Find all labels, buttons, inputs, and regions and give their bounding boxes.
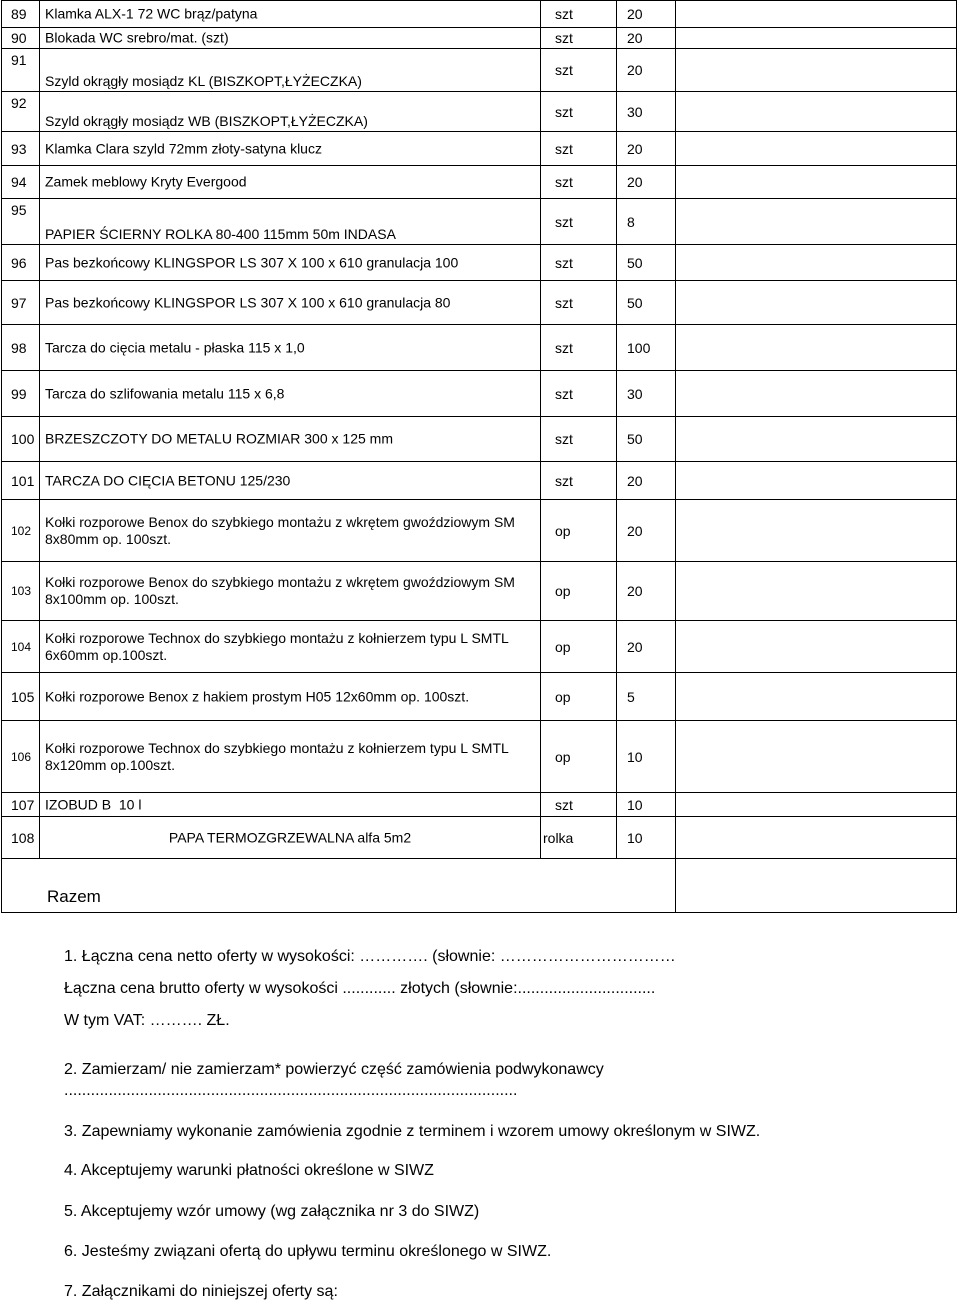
subcontractor-dots: ......................................................................................................: [64, 1082, 518, 1099]
table-row: [2, 199, 957, 245]
row-number: 93: [2, 132, 40, 166]
item-unit: szt: [541, 199, 617, 245]
table-row: [2, 1, 957, 28]
table-row: [2, 28, 957, 49]
item-unit: op: [541, 721, 617, 793]
row-number: 92: [2, 92, 40, 132]
subcontractor-statement: 2. Zamierzam/ nie zamierzam* powierzyć część zamówienia podwykonawcy: [64, 1061, 604, 1078]
item-name: BRZESZCZOTY DO METALU ROZMIAR 300 x 125 mm: [40, 417, 541, 462]
total-label-cell: [2, 859, 676, 913]
row-number: 106: [2, 721, 40, 793]
blank-cell: [676, 92, 957, 132]
blank-cell: [676, 166, 957, 199]
row-number: 98: [2, 325, 40, 371]
row-number: 99: [2, 371, 40, 417]
statement-3: 3. Zapewniamy wykonanie zamówienia zgodnie z terminem i wzorem umowy określonym w SIWZ.: [64, 1123, 761, 1140]
blank-cell: [676, 245, 957, 281]
item-name: IZOBUD B 10 l: [40, 793, 541, 817]
blank-cell: [676, 462, 957, 500]
offer-vat-line: W tym VAT: ………. ZŁ.: [64, 1012, 230, 1029]
item-unit: op: [541, 562, 617, 621]
item-unit: szt: [541, 92, 617, 132]
item-quantity: 50: [617, 281, 676, 325]
item-quantity: 10: [617, 817, 676, 859]
item-quantity: 30: [617, 371, 676, 417]
row-number: 101: [2, 462, 40, 500]
item-quantity: 5: [617, 673, 676, 721]
total-row: [2, 859, 957, 913]
blank-cell: [676, 417, 957, 462]
total-label: Razem: [47, 887, 101, 906]
table-row: [2, 500, 957, 562]
item-name: PAPA TERMOZGRZEWALNA alfa 5m2: [40, 817, 541, 859]
blank-cell: [676, 500, 957, 562]
row-number: 95: [2, 199, 40, 245]
blank-cell: [676, 199, 957, 245]
blank-cell: [676, 281, 957, 325]
table-row: [2, 371, 957, 417]
item-quantity: 20: [617, 132, 676, 166]
item-unit: szt: [541, 166, 617, 199]
row-number: 105: [2, 673, 40, 721]
item-quantity: 20: [617, 28, 676, 49]
item-name: Kołki rozporowe Benox do szybkiego montażu z wkrętem gwoździowym SM 8x80mm op. 100szt.: [40, 500, 541, 562]
offer-net-price-line: 1. Łączna cena netto oferty w wysokości: …………. (słownie: ……………………………: [64, 948, 676, 965]
item-unit: szt: [541, 1, 617, 28]
blank-cell: [676, 621, 957, 673]
item-name: Szyld okrągły mosiądz KL (BISZKOPT,ŁYŻECZKA): [40, 49, 541, 92]
item-unit: szt: [541, 793, 617, 817]
blank-cell: [676, 325, 957, 371]
item-quantity: 10: [617, 721, 676, 793]
table-row: [2, 325, 957, 371]
row-number: 90: [2, 28, 40, 49]
item-unit: szt: [541, 245, 617, 281]
item-name: Szyld okrągły mosiądz WB (BISZKOPT,ŁYŻECZKA): [40, 92, 541, 132]
blank-cell: [676, 371, 957, 417]
blank-cell: [676, 721, 957, 793]
item-name: PAPIER ŚCIERNY ROLKA 80-400 115mm 50m INDASA: [40, 199, 541, 245]
item-name: Pas bezkońcowy KLINGSPOR LS 307 X 100 x 610 granulacja 80: [40, 281, 541, 325]
row-number: 100: [2, 417, 40, 462]
blank-cell: [676, 793, 957, 817]
statement-7: 7. Załącznikami do niniejszej oferty są:: [64, 1283, 338, 1300]
item-name: Tarcza do cięcia metalu - płaska 115 x 1,0: [40, 325, 541, 371]
blank-cell: [676, 1, 957, 28]
blank-cell: [676, 562, 957, 621]
blank-cell: [676, 132, 957, 166]
item-name: Kołki rozporowe Benox z hakiem prostym H05 12x60mm op. 100szt.: [40, 673, 541, 721]
row-number: 94: [2, 166, 40, 199]
offer-gross-price-line: Łączna cena brutto oferty w wysokości ............ złotych (słownie:...............................: [64, 980, 656, 997]
item-name: Zamek meblowy Kryty Evergood: [40, 166, 541, 199]
row-number: 89: [2, 1, 40, 28]
item-unit: szt: [541, 371, 617, 417]
item-name: Kołki rozporowe Technox do szybkiego montażu z kołnierzem typu L SMTL 8x120mm op.100szt.: [40, 721, 541, 793]
table-row: [2, 793, 957, 817]
row-number: 91: [2, 49, 40, 92]
item-quantity: 10: [617, 793, 676, 817]
item-quantity: 20: [617, 166, 676, 199]
item-unit: szt: [541, 28, 617, 49]
table-row: [2, 49, 957, 92]
table-row: [2, 166, 957, 199]
item-name: TARCZA DO CIĘCIA BETONU 125/230: [40, 462, 541, 500]
item-unit: rolka: [541, 817, 617, 859]
table-row: [2, 817, 957, 859]
item-quantity: 20: [617, 562, 676, 621]
row-number: 96: [2, 245, 40, 281]
items-table: [1, 0, 957, 913]
row-number: 107: [2, 793, 40, 817]
blank-cell: [676, 817, 957, 859]
blank-cell: [676, 673, 957, 721]
item-quantity: 8: [617, 199, 676, 245]
item-unit: szt: [541, 49, 617, 92]
item-name: Blokada WC srebro/mat. (szt): [40, 28, 541, 49]
table-row: [2, 721, 957, 793]
table-row: [2, 621, 957, 673]
item-name: Pas bezkońcowy KLINGSPOR LS 307 X 100 x 610 granulacja 100: [40, 245, 541, 281]
item-name: Kołki rozporowe Benox do szybkiego montażu z wkrętem gwoździowym SM 8x100mm op. 100szt.: [40, 562, 541, 621]
blank-cell: [676, 28, 957, 49]
table-row: [2, 462, 957, 500]
table-row: [2, 92, 957, 132]
item-quantity: 20: [617, 621, 676, 673]
row-number: 104: [2, 621, 40, 673]
item-quantity: 20: [617, 500, 676, 562]
row-number: 97: [2, 281, 40, 325]
item-quantity: 20: [617, 49, 676, 92]
blank-cell: [676, 49, 957, 92]
item-quantity: 20: [617, 1, 676, 28]
item-name: Tarcza do szlifowania metalu 115 x 6,8: [40, 371, 541, 417]
item-name: Kołki rozporowe Technox do szybkiego montażu z kołnierzem typu L SMTL 6x60mm op.100szt.: [40, 621, 541, 673]
item-quantity: 100: [617, 325, 676, 371]
table-row: [2, 245, 957, 281]
statement-5: 5. Akceptujemy wzór umowy (wg załącznika nr 3 do SIWZ): [64, 1203, 480, 1220]
statement-6: 6. Jesteśmy związani ofertą do upływu terminu określonego w SIWZ.: [64, 1243, 552, 1260]
item-unit: szt: [541, 132, 617, 166]
item-quantity: 20: [617, 462, 676, 500]
item-name: Klamka Clara szyld 72mm złoty-satyna klucz: [40, 132, 541, 166]
row-number: 103: [2, 562, 40, 621]
table-row: [2, 417, 957, 462]
item-quantity: 50: [617, 417, 676, 462]
item-quantity: 30: [617, 92, 676, 132]
statement-4: 4. Akceptujemy warunki płatności określone w SIWZ: [64, 1162, 434, 1179]
table-row: [2, 673, 957, 721]
item-unit: szt: [541, 281, 617, 325]
item-unit: op: [541, 673, 617, 721]
row-number: 108: [2, 817, 40, 859]
item-quantity: 50: [617, 245, 676, 281]
table-row: [2, 132, 957, 166]
item-name: Klamka ALX-1 72 WC brąz/patyna: [40, 1, 541, 28]
table-row: [2, 281, 957, 325]
total-value-cell: [676, 859, 957, 913]
item-unit: op: [541, 500, 617, 562]
item-unit: szt: [541, 325, 617, 371]
item-unit: szt: [541, 417, 617, 462]
item-unit: op: [541, 621, 617, 673]
item-unit: szt: [541, 462, 617, 500]
row-number: 102: [2, 500, 40, 562]
table-row: [2, 562, 957, 621]
